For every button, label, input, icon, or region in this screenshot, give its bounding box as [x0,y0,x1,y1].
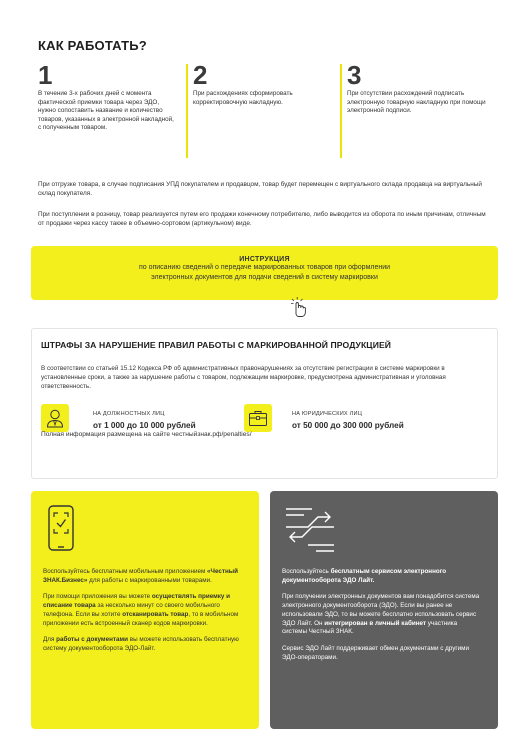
page-title: КАК РАБОТАТЬ? [38,38,147,53]
step-number: 3 [347,60,362,90]
legal-label: НА ЮРИДИЧЕСКИХ ЛИЦ [292,411,363,417]
exchange-arrows-icon [282,503,338,555]
instruction-line-1: по описанию сведений о передаче маркированных товаров при оформлении [138,264,391,271]
step-text: При отсутствии расхождений подписать электронную товарную накладную при помощи электронной подписи. [347,90,486,115]
person-icon [41,404,69,432]
mobile-app-paragraph-1: Воспользуйтесь бесплатным мобильным приложением «Честный ЗНАК.Бизнес» для работы с маркированными товарами. [43,568,239,584]
fines-heading: ШТРАФЫ ЗА НАРУШЕНИЕ ПРАВИЛ РАБОТЫ С МАРКИРОВАННОЙ ПРОДУКЦИЕЙ [41,340,392,350]
edo-lite-paragraph-1: Воспользуйтесь бесплатным сервисом электронного документооборота ЭДО Лайт. [282,568,447,584]
edo-lite-card [270,491,498,729]
instruction-link-banner[interactable] [31,246,498,300]
step-number: 1 [38,60,53,90]
legal-amount: от 50 000 до 300 000 рублей [292,421,404,430]
phone-scan-icon [43,503,83,559]
step-1 [38,62,178,133]
step-3 [347,62,487,116]
fines-section [31,328,498,479]
instruction-line-2: электронных документов для подачи сведений в систему маркировки [151,274,378,281]
step-text: В течение 3-х рабочих дней с момента фактической приемки товара через ЭДО, нужно сопоставить название и количество товаров, указанных в электронной накладной, с полученным товаром. [38,90,174,132]
mobile-app-paragraph-3: Для работы с документами вы можете использовать бесплатную систему документооборота ЭДО-Лайт. [43,636,239,652]
mobile-app-card [31,491,259,729]
step-divider [186,64,188,158]
briefcase-icon [244,404,272,432]
edo-lite-text [282,568,482,670]
hand-cursor-icon [289,296,309,318]
mobile-app-text [43,568,243,662]
fines-more-info: Полная информация размещена на сайте честныйзнак.рф/penalties/ [41,431,252,438]
step-text: При расхождениях сформировать корректировочную накладную. [193,90,293,106]
fines-text: В соответствии со статьей 15.12 Кодекса РФ об административных правонарушениях за отсутствие регистрации в системе маркировки в установленные сроки, а также за нарушение работы с товаром, подлежащим маркировке, предусмотрена административная и уголовная ответственность. [41,365,446,390]
paragraph-retail: При поступлении в розницу, товар реализуется путем его продажи конечному потребителю, либо выводится из оборота по иным причинам, отличным от продажи через кассу также в объемно-сортовом (артикульном) виде. [38,211,486,227]
mobile-app-paragraph-2: При помощи приложения вы можете осуществлять приемку и списание товара за несколько минут со своего мобильного телефона. Если вы хотите отсканировать товар, то в мобильном приложении есть встроенный сканер кодов маркировки. [43,593,239,627]
step-divider [340,64,342,158]
step-number: 2 [193,60,208,90]
instruction-heading: ИНСТРУКЦИЯ [239,256,290,263]
paragraph-shipment: При отгрузке товара, в случае подписания УПД покупателем и продавцом, товар будет перемещен с виртуального склада продавца на виртуальный склад покупателя. [38,181,482,197]
officials-label: НА ДОЛЖНОСТНЫХ ЛИЦ [93,411,165,417]
edo-lite-paragraph-2: При получении электронных документов вам понадобится система электронного документооборота (ЭДО). Если вы ранее не использовали ЭДО, то вы можете бесплатно использовать сервис ЭДО Лайт. Он интегрирован в личный кабинет участника системы Честный ЗНАК. [282,593,480,636]
officials-amount: от 1 000 до 10 000 рублей [93,421,196,430]
edo-lite-paragraph-3: Сервис ЭДО Лайт поддерживает обмен документами с другими ЭДО-операторами. [282,644,470,661]
step-2 [193,62,323,107]
